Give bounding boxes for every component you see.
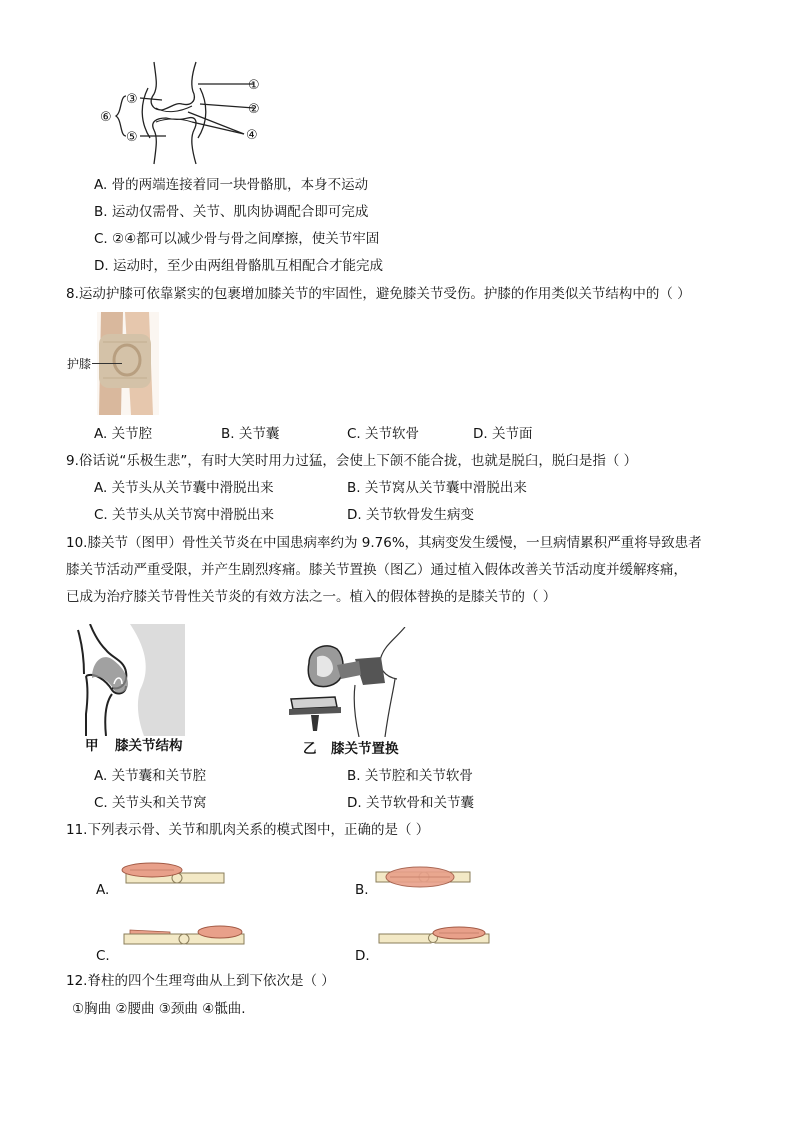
- fig-b-caption: 膝关节置换: [331, 741, 399, 757]
- q7-option-b: B. 运动仅需骨、关节、肌肉协调配合即可完成: [94, 204, 369, 220]
- fig-a-caption: 膝关节结构: [115, 738, 183, 754]
- q9-option-c: C. 关节头从关节窝中滑脱出来: [94, 507, 275, 523]
- q11-stem: 11.下列表示骨、关节和肌肉关系的模式图中，正确的是（ ）: [66, 822, 430, 838]
- brace-leader-line: [92, 363, 122, 364]
- fig-b-caption-prefix: 乙: [303, 741, 317, 757]
- q12-items: ①胸曲 ②腰曲 ③颈曲 ④骶曲.: [72, 1001, 246, 1017]
- q11-option-c-label: C.: [96, 948, 110, 964]
- q11-option-d-label: D.: [355, 948, 370, 964]
- brace-label: 护膝: [67, 357, 92, 371]
- q10-stem-line3: 已成为治疗膝关节骨性关节炎的有效方法之一。植入的假体替换的是膝关节的（ ）: [66, 589, 557, 605]
- q11-option-d-model: [375, 922, 493, 950]
- q11-option-b-model: [370, 860, 475, 892]
- q10-option-d: D. 关节软骨和关节囊: [347, 795, 474, 811]
- label-5: ⑤: [126, 130, 138, 145]
- q12-stem: 12.脊柱的四个生理弯曲从上到下依次是（ ）: [66, 973, 335, 989]
- q10-option-a: A. 关节囊和关节腔: [94, 768, 207, 784]
- label-6: ⑥: [100, 110, 112, 125]
- q8-option-c: C. 关节软骨: [347, 426, 420, 442]
- q8-stem: 8.运动护膝可依靠紧实的包裹增加膝关节的牢固性，避免膝关节受伤。护膝的作用类似关节结构中的（ ）: [66, 286, 691, 302]
- knee-joint-diagram: [96, 60, 271, 168]
- q10-stem-line2: 膝关节活动严重受限，并产生剧烈疼痛。膝关节置换（图乙）通过植入假体改善关节活动度并缓解疼痛，: [66, 562, 687, 578]
- fig-a-caption-prefix: 甲: [85, 738, 99, 754]
- q11-option-c-model: [120, 920, 250, 950]
- knee-structure-figure: [70, 624, 185, 736]
- q9-option-b: B. 关节窝从关节囊中滑脱出来: [347, 480, 527, 496]
- label-3: ③: [126, 92, 138, 107]
- q11-option-a-model: [120, 860, 230, 890]
- q9-option-d: D. 关节软骨发生病变: [347, 507, 474, 523]
- q11-option-b-label: B.: [355, 882, 369, 898]
- q8-option-b: B. 关节囊: [221, 426, 280, 442]
- label-4: ④: [246, 128, 258, 143]
- q8-option-a: A. 关节腔: [94, 426, 153, 442]
- q10-stem-line1: 10.膝关节（图甲）骨性关节炎在中国患病率约为 9.76%，其病变发生缓慢，一旦病情累积严重将导致患者: [66, 535, 702, 551]
- q10-option-b: B. 关节腔和关节软骨: [347, 768, 473, 784]
- q7-option-d: D. 运动时，至少由两组骨骼肌互相配合才能完成: [94, 258, 383, 274]
- q7-option-a: A. 骨的两端连接着同一块骨骼肌，本身不运动: [94, 177, 369, 193]
- label-2: ②: [248, 102, 260, 117]
- q10-option-c: C. 关节头和关节窝: [94, 795, 207, 811]
- q8-option-d: D. 关节面: [473, 426, 533, 442]
- knee-replacement-figure: [285, 627, 420, 737]
- q11-option-a-label: A.: [96, 882, 110, 898]
- q7-option-c: C. ②④都可以减少骨与骨之间摩擦，使关节牢固: [94, 231, 380, 247]
- label-1: ①: [248, 78, 260, 93]
- q9-stem: 9.俗话说“乐极生悲”，有时大笑时用力过猛，会使上下颌不能合拢，也就是脱臼，脱臼是指（ ）: [66, 453, 638, 469]
- q9-option-a: A. 关节头从关节囊中滑脱出来: [94, 480, 274, 496]
